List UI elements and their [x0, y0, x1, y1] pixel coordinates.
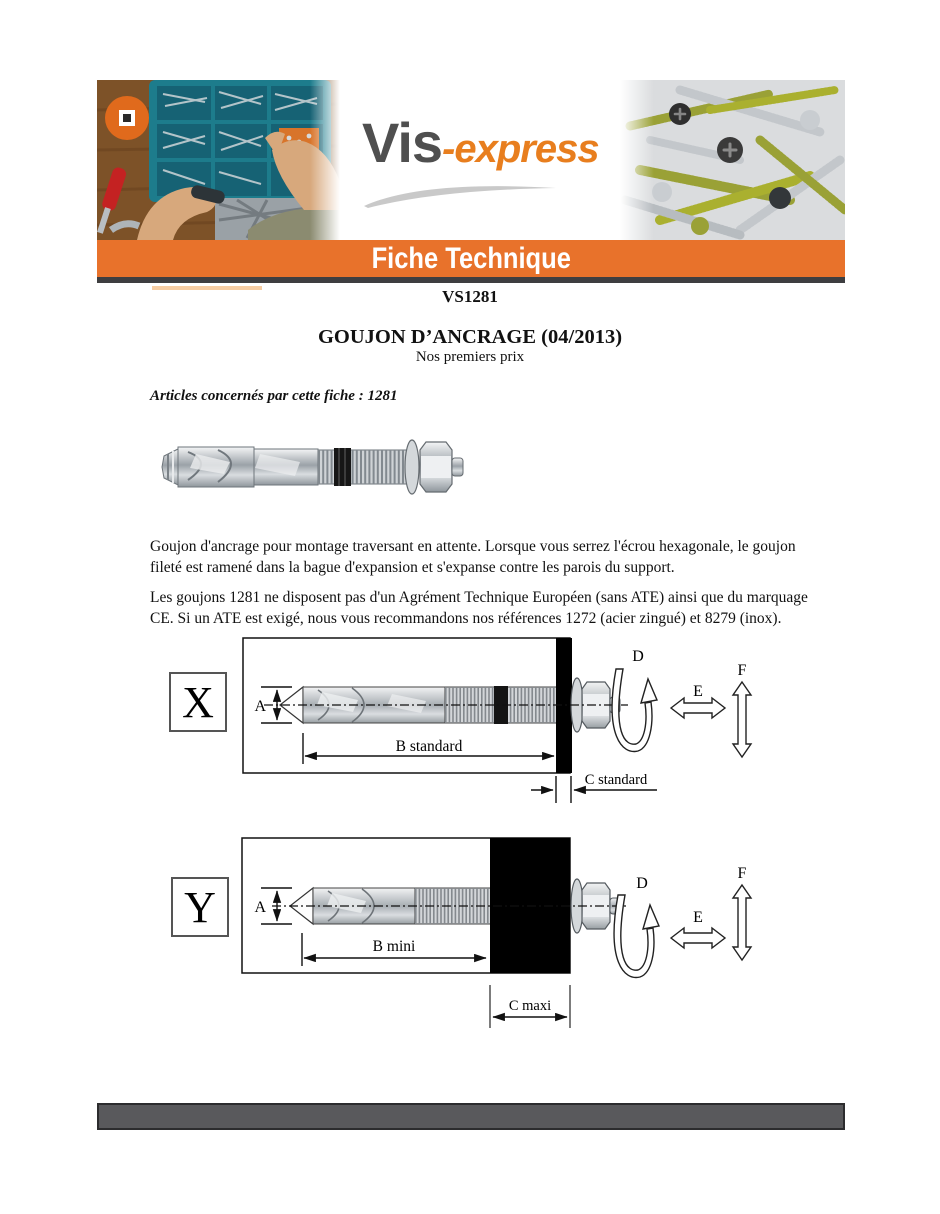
torque-arrow-d	[612, 669, 657, 751]
badge-letter-x: X	[182, 678, 214, 727]
product-reference: VS1281	[442, 287, 498, 306]
page-subtitle: Nos premiers prix	[415, 349, 525, 365]
diagram-x-drawing	[150, 635, 770, 807]
logo-swoosh	[360, 176, 560, 210]
dimension-b-label: B standard	[395, 738, 463, 755]
dimension-b-label: B mini	[372, 938, 416, 955]
horizontal-arrow-e	[671, 698, 725, 718]
dimension-d-label: D	[636, 875, 648, 892]
dimension-a-label: A	[254, 899, 266, 916]
page-title: GOUJON D’ANCRAGE (04/2013)	[317, 326, 623, 348]
dimension-f-label: F	[737, 865, 747, 882]
dimension-e-label: E	[693, 683, 703, 700]
anchor-bolt	[162, 440, 463, 494]
dimension-a-label: A	[254, 698, 266, 715]
diagram-x	[150, 635, 770, 812]
anchor-bolt-photo-illustration	[140, 420, 470, 515]
vertical-arrow-f	[733, 885, 751, 960]
dimension-c-label: C maxi	[508, 998, 552, 1014]
footer-bar	[97, 1103, 845, 1130]
logo-cell	[340, 80, 620, 240]
vertical-arrow-f	[733, 682, 751, 757]
workbench-photo-illustration	[97, 80, 340, 240]
dimension-d-label: D	[632, 648, 644, 665]
header-photo-right	[620, 80, 845, 240]
banner-title: Fiche Technique	[371, 241, 571, 275]
horizontal-arrow-e	[671, 928, 725, 948]
torque-arrow-d	[614, 895, 659, 977]
logo-primary: Vis	[362, 111, 443, 174]
dimension-e-label: E	[693, 909, 703, 926]
header	[97, 80, 845, 240]
fiche-technique-banner	[97, 240, 845, 277]
badge-letter-y: Y	[184, 883, 216, 932]
vis-express-logo	[362, 110, 599, 175]
certification-paragraph: Les goujons 1281 ne disposent pas d'un Agrément Technique Européen (sans ATE) ainsi que du marquage CE. Si un ATE est exigé, nous vous recommandons nos références 1272 (acier zingué) et 8279 (inox).	[150, 588, 808, 627]
screw-pile-illustration	[620, 80, 845, 240]
banner-underline	[97, 277, 845, 283]
dimension-c-label: C standard	[584, 772, 648, 788]
tape-measure	[105, 96, 149, 140]
header-photo-left	[97, 80, 340, 240]
logo-secondary: -express	[442, 127, 599, 171]
diagram-y	[150, 820, 770, 1040]
description-paragraph: Goujon d'ancrage pour montage traversant en attente. Lorsque vous serrez l'écrou hexagonale, le goujon fileté est ramené dans la bague d'expansion et s'expanse contre les parois du support.	[150, 537, 796, 576]
articles-note: Articles concernés par cette fiche : 1281	[150, 388, 398, 404]
dimension-f-label: F	[737, 662, 747, 679]
product-photo	[140, 420, 470, 520]
diagram-y-drawing	[150, 820, 770, 1035]
